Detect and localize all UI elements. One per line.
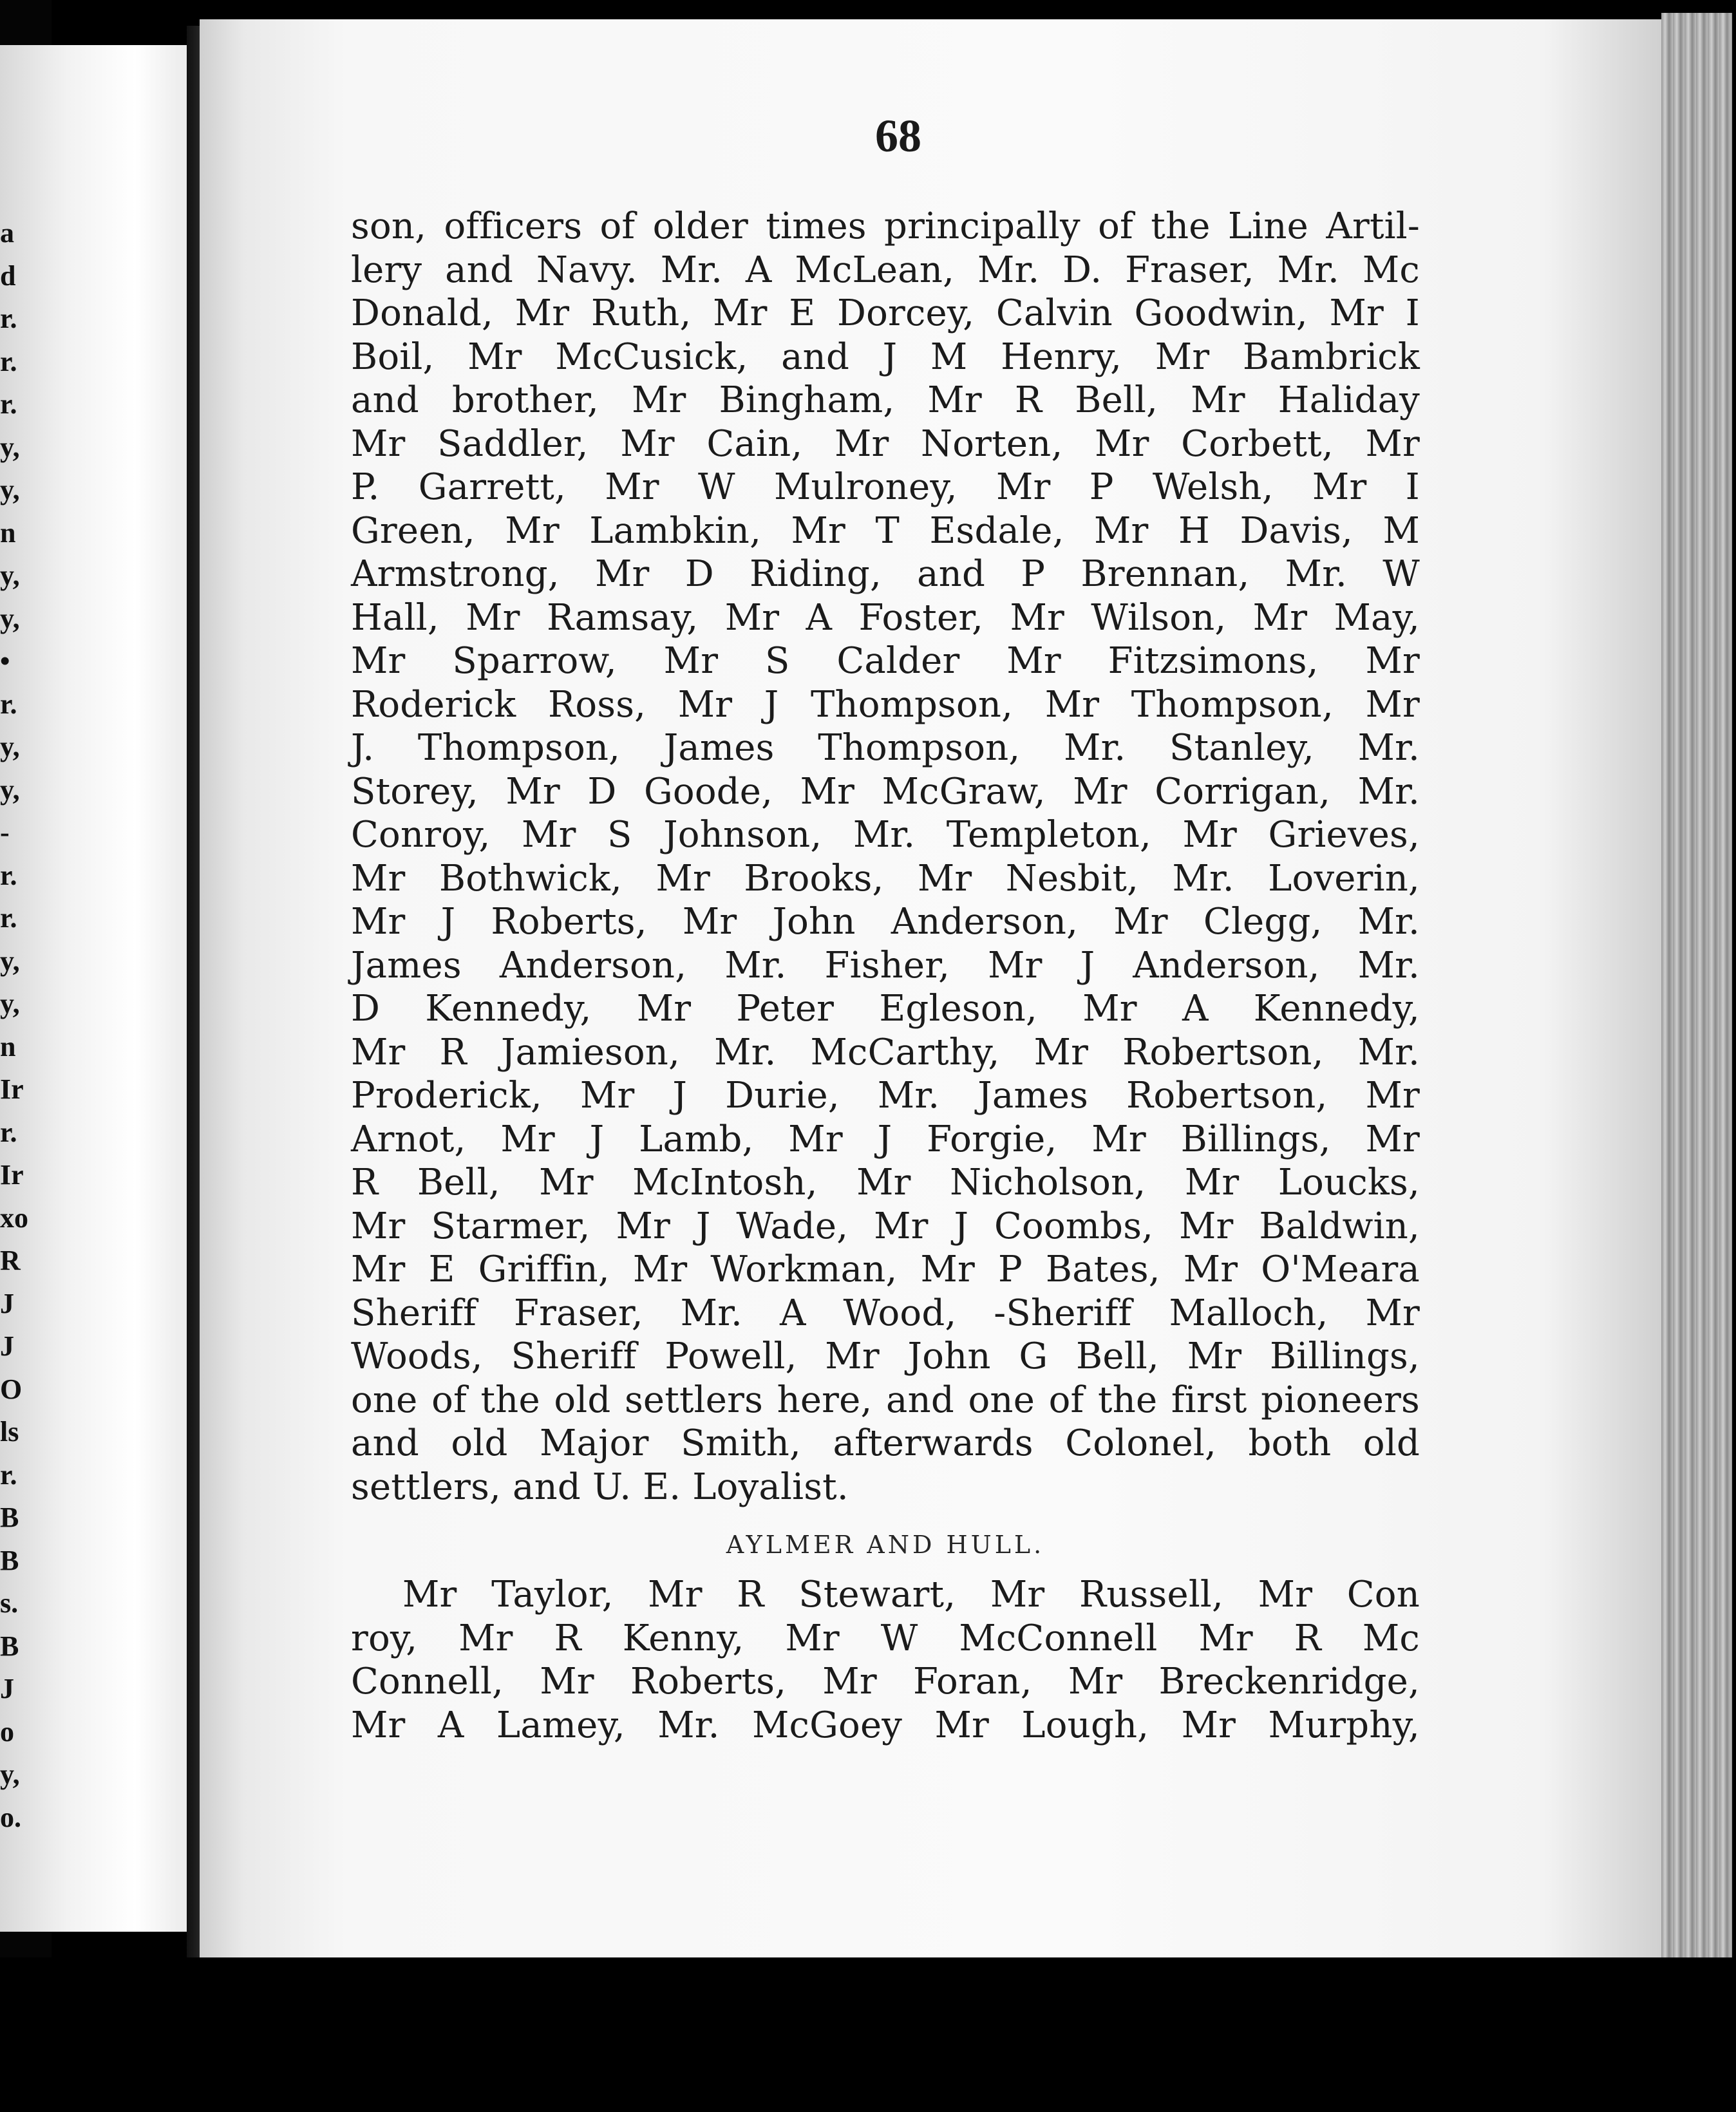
facing-page-fragment: d [0, 259, 16, 292]
text-line: settlers, and U. E. Loyalist. [351, 1466, 849, 1508]
facing-page-fragment: y, [0, 560, 20, 591]
facing-page-fragment: Ir [0, 1073, 24, 1105]
text-line: Sheriff Fraser, Mr. A Wood, -Sheriff Malloch, Mr [351, 1292, 1420, 1334]
page-number: 68 [875, 110, 921, 162]
text-line: Mr Bothwick, Mr Brooks, Mr Nesbit, Mr. Loverin, [351, 857, 1420, 900]
text-line: Mr Sparrow, Mr S Calder Mr Fitzsimons, Mr [351, 640, 1420, 682]
facing-page-fragment: B [0, 1630, 19, 1662]
text-line: Mr E Griffin, Mr Workman, Mr P Bates, Mr O'Meara [351, 1249, 1420, 1290]
scan-border-bottom [0, 1957, 1736, 2112]
facing-page-fragment: n [0, 516, 16, 549]
facing-page-fragment: B [0, 1544, 19, 1576]
facing-page-fragment: n [0, 1030, 16, 1062]
facing-page-fragment: O [0, 1373, 23, 1405]
text-line: Hall, Mr Ramsay, Mr A Foster, Mr Wilson, Mr May, [351, 596, 1420, 639]
text-line: Mr A Lamey, Mr. McGoey Mr Lough, Mr Murphy, [351, 1704, 1420, 1746]
text-line: Proderick, Mr J Durie, Mr. James Robertson, Mr [351, 1075, 1420, 1117]
text-line: D Kennedy, Mr Peter Egleson, Mr A Kennedy, [351, 988, 1420, 1030]
facing-page-fragment: r. [0, 859, 17, 891]
facing-page-fragment: r. [0, 1458, 17, 1491]
text-line: Mr J Roberts, Mr John Anderson, Mr Clegg, Mr. [351, 901, 1420, 943]
facing-page-fragment: y, [0, 773, 20, 806]
facing-page-fragment: B [0, 1502, 19, 1533]
text-line: and old Major Smith, afterwards Colonel, both old [351, 1422, 1420, 1464]
text-line: Connell, Mr Roberts, Mr Foran, Mr Breckenridge, [351, 1661, 1420, 1702]
text-line: and brother, Mr Bingham, Mr R Bell, Mr Haliday [351, 379, 1420, 421]
facing-page-fragment: y, [0, 731, 20, 762]
facing-page-fragment: J [0, 1673, 14, 1704]
facing-page-fragment: • [0, 645, 10, 677]
facing-page-fragment: - [0, 816, 10, 848]
section-heading: AYLMER AND HULL. [726, 1531, 1045, 1559]
text-line: Mr Taylor, Mr R Stewart, Mr Russell, Mr Con [402, 1574, 1420, 1616]
facing-page-edge [0, 45, 193, 1932]
facing-page-fragment: o. [0, 1801, 21, 1833]
facing-page-fragment: ls [0, 1416, 19, 1447]
facing-page-fragment: a [0, 217, 14, 249]
text-line: Green, Mr Lambkin, Mr T Esdale, Mr H Davis, M [351, 509, 1420, 552]
facing-page-fragment: J [0, 1287, 14, 1319]
facing-page-fragment: r. [0, 902, 17, 934]
text-line: Storey, Mr D Goode, Mr McGraw, Mr Corrigan, Mr. [351, 770, 1420, 813]
text-line: Arnot, Mr J Lamb, Mr J Forgie, Mr Billings, Mr [351, 1118, 1420, 1160]
text-line: Woods, Sheriff Powell, Mr John G Bell, Mr Billings, [351, 1335, 1420, 1377]
text-line: Armstrong, Mr D Riding, and P Brennan, Mr. W [351, 553, 1420, 595]
text-line: Mr Starmer, Mr J Wade, Mr J Coombs, Mr Baldwin, [351, 1205, 1420, 1247]
facing-page-fragment: r. [0, 688, 17, 720]
facing-page-fragment: R [0, 1245, 21, 1276]
facing-page-fragment: r. [0, 303, 17, 334]
page-stack-edges [1661, 13, 1732, 1964]
body-text [351, 205, 1420, 1747]
text-line: P. Garrett, Mr W Mulroney, Mr P Welsh, Mr I [351, 466, 1420, 508]
text-line: Donald, Mr Ruth, Mr E Dorcey, Calvin Goodwin, Mr I [351, 292, 1420, 334]
facing-page-fragment: y, [0, 1758, 20, 1790]
facing-page-fragment: r. [0, 388, 17, 420]
text-line: Roderick Ross, Mr J Thompson, Mr Thompson, Mr [351, 683, 1420, 726]
text-line: one of the old settlers here, and one of the first pioneers [351, 1379, 1420, 1421]
text-line: Mr R Jamieson, Mr. McCarthy, Mr Robertson, Mr. [351, 1031, 1420, 1073]
facing-page-fragment: Ir [0, 1159, 24, 1191]
text-line: James Anderson, Mr. Fisher, Mr J Anderson, Mr. [351, 944, 1420, 986]
text-line: Mr Saddler, Mr Cain, Mr Norten, Mr Corbett, Mr [351, 422, 1420, 465]
facing-page-fragment: r. [0, 345, 17, 377]
facing-page-fragment: y, [0, 945, 20, 977]
facing-page-fragment: y, [0, 988, 20, 1019]
facing-page-fragment: y, [0, 474, 20, 505]
text-line: R Bell, Mr McIntosh, Mr Nicholson, Mr Loucks, [351, 1162, 1420, 1203]
text-line: Conroy, Mr S Johnson, Mr. Templeton, Mr Grieves, [351, 814, 1420, 856]
text-line: son, officers of older times principally of the Line Artil- [351, 205, 1420, 247]
facing-page-fragment: s. [0, 1587, 19, 1619]
text-line: lery and Navy. Mr. A McLean, Mr. D. Fraser, Mr. Mc [351, 249, 1420, 291]
text-line: Boil, Mr McCusick, and J M Henry, Mr Bambrick [351, 335, 1420, 378]
facing-page-fragment: xo [0, 1202, 28, 1234]
text-line: J. Thompson, James Thompson, Mr. Stanley, Mr. [351, 727, 1420, 769]
facing-page-fragment: y, [0, 602, 20, 634]
facing-page-fragment: r. [0, 1116, 17, 1148]
facing-page-fragment: J [0, 1330, 14, 1362]
facing-page-fragment: o [0, 1715, 14, 1748]
facing-page-fragment: y, [0, 431, 20, 463]
text-line: roy, Mr R Kenny, Mr W McConnell Mr R Mc [351, 1617, 1420, 1659]
